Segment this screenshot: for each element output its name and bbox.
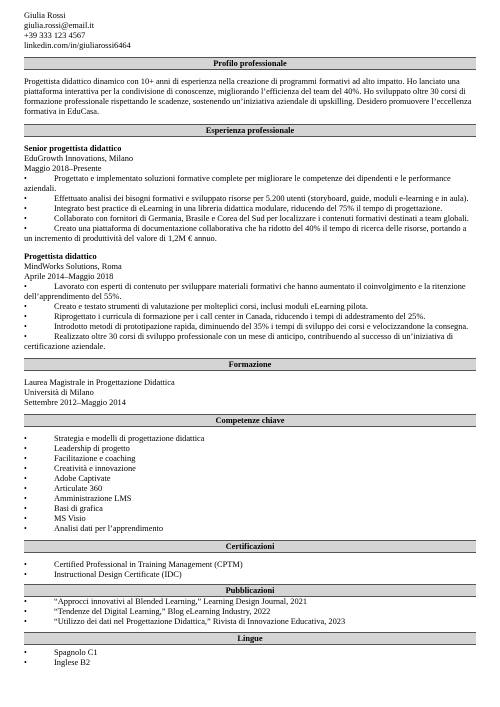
- publication-item: • “Approcci innovativi al Blended Learning,” Learning Design Journal, 2021: [24, 597, 476, 607]
- skills-list: [24, 434, 476, 534]
- job-bullet: • Creato e testato strumenti di valutazione per molteplici corsi, inclusi moduli eLearning pilota.: [24, 302, 476, 312]
- job-title: Senior progettista didattico: [24, 144, 122, 153]
- job-dates: Maggio 2018–Presente: [24, 164, 102, 173]
- section-heading-publications: Pubblicazioni: [24, 584, 476, 597]
- skill-item: • Facilitazione e coaching: [24, 454, 476, 464]
- education-dates: Settembre 2012–Maggio 2014: [24, 398, 126, 407]
- job-entry: [24, 252, 476, 352]
- certification-item: • Instructional Design Certificate (IDC): [24, 570, 476, 580]
- skill-item: • Leadership di progetto: [24, 444, 476, 454]
- job-bullet: • Riprogettato i curricula di formazione per i call center in Canada, riducendo i tempi di addestramento del 25%.: [24, 312, 476, 322]
- skill-item: • Analisi dati per l’apprendimento: [24, 524, 476, 534]
- skill-item: • MS Visio: [24, 514, 476, 524]
- job-bullet: • Lavorato con esperti di contenuto per sviluppare materiali formativi che hanno aumentato il coinvolgimento e la ritenzione dell’apprendimento del 55%.: [24, 282, 476, 302]
- language-item: • Spagnolo C1: [24, 648, 476, 658]
- job-entry: [24, 144, 476, 244]
- education-school: Università di Milano: [24, 388, 94, 397]
- publication-item: • “Utilizzo dei dati nel Progettazione Didattica,” Rivista di Innovazione Educativa, 2023: [24, 617, 476, 627]
- job-bullets: [24, 174, 476, 244]
- skill-item: • Basi di grafica: [24, 504, 476, 514]
- job-title: Progettista didattico: [24, 252, 97, 261]
- skill-item: • Articulate 360: [24, 484, 476, 494]
- job-bullets: [24, 282, 476, 352]
- job-company: MindWorks Solutions, Roma: [24, 262, 122, 271]
- job-bullet: • Creato una piattaforma di documentazione collaborativa che ha ridotto del 40% il tempo di ricerca delle risorse, portando a un incremento di produttività del valore di 1,2M € annuo.: [24, 224, 476, 244]
- job-dates: Aprile 2014–Maggio 2018: [24, 272, 114, 281]
- contact-email: giulia.rossi@email.it: [24, 21, 95, 30]
- languages-list: [24, 648, 476, 668]
- skill-item: • Strategia e modelli di progettazione didattica: [24, 434, 476, 444]
- education-degree: Laurea Magistrale in Progettazione Didattica: [24, 378, 175, 387]
- job-bullet: • Collaborato con fornitori di Germania, Brasile e Corea del Sud per localizzare i contenuti formativi destinati a team globali.: [24, 214, 476, 224]
- section-heading-skills: Competenze chiave: [24, 414, 476, 427]
- section-heading-languages: Lingue: [24, 632, 476, 645]
- section-heading-education: Formazione: [24, 358, 476, 371]
- section-heading-experience: Esperienza professionale: [24, 124, 476, 137]
- skill-item: • Creatività e innovazione: [24, 464, 476, 474]
- job-bullet: • Integrato best practice di eLearning in una libreria didattica modulare, riducendo del 75% il tempo di progettazione.: [24, 204, 476, 214]
- publication-item: • “Tendenze del Digital Learning,” Blog eLearning Industry, 2022: [24, 607, 476, 617]
- contact-name: Giulia Rossi: [24, 11, 66, 20]
- profile-text: Progettista didattico dinamico con 10+ anni di esperienza nella creazione di programmi formativi ad alto impatto. Ho lanciato una piattaforma interattiva per la condivisione di conoscenze, migliorando l’efficienza del team del 40%. Ho sviluppato oltre 30 corsi di formazione professionale rispettando le scadenze, sostenendo un’iniziativa aziendale di upskilling. Desidero promuovere l’eccellenza formativa in EduCasa.: [24, 77, 472, 116]
- contact-linkedin: linkedin.com/in/giuliarossi6464: [24, 41, 131, 50]
- certifications-list: [24, 560, 476, 580]
- language-item: • Inglese B2: [24, 658, 476, 668]
- job-bullet: • Introdotto metodi di prototipazione rapida, diminuendo del 35% i tempi di sviluppo dei corsi e velocizzandone la consegna.: [24, 322, 476, 332]
- contact-block: [24, 11, 476, 51]
- skill-item: • Amministrazione LMS: [24, 494, 476, 504]
- job-bullet: • Effettuato analisi dei bisogni formativi e sviluppato risorse per 5.200 utenti (storyboard, guide, moduli e-learning e in aula).: [24, 194, 476, 204]
- skill-item: • Adobe Captivate: [24, 474, 476, 484]
- job-company: EduGrowth Innovations, Milano: [24, 154, 134, 163]
- contact-phone: +39 333 123 4567: [24, 31, 86, 40]
- section-heading-profile: Profilo professionale: [24, 57, 476, 70]
- resume-page: [24, 11, 476, 668]
- job-bullet: • Realizzato oltre 30 corsi di sviluppo professionale con un mese di anticipo, contribuendo al successo di un’iniziativa di certificazione aziendale.: [24, 332, 476, 352]
- publications-list: [24, 597, 476, 627]
- section-heading-certifications: Certificazioni: [24, 540, 476, 553]
- certification-item: • Certified Professional in Training Management (CPTM): [24, 560, 476, 570]
- job-bullet: • Progettato e implementato soluzioni formative complete per migliorare le competenze dei dipendenti e le performance aziendali.: [24, 174, 476, 194]
